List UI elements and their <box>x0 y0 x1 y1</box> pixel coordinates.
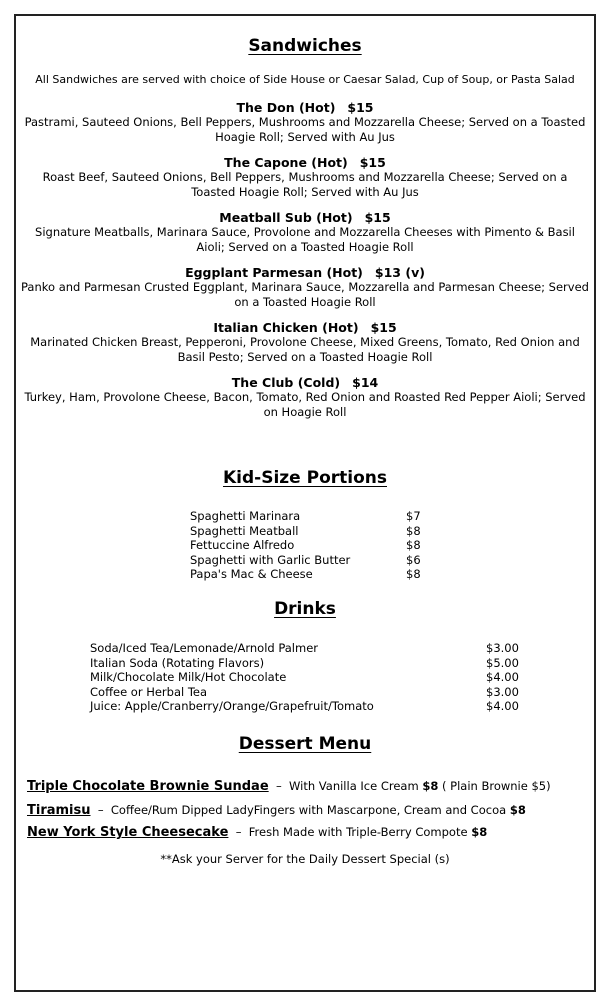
sandwiches-section <box>16 36 594 419</box>
dessert-extra: ( Plain Brownie $5) <box>442 779 551 793</box>
kids-item-name: Spaghetti with Garlic Butter <box>190 552 351 567</box>
dessert-price: $8 <box>422 779 439 793</box>
dessert-description: Coffee/Rum Dipped LadyFingers with Mascarpone, Cream and Cocoa <box>110 803 507 817</box>
dessert-separator: – <box>235 825 242 839</box>
kids-title: Kid-Size Portions <box>222 468 387 488</box>
drink-price: $5.00 <box>486 655 519 670</box>
dessert-description: With Vanilla Ice Cream <box>289 779 419 793</box>
drink-item <box>90 670 550 685</box>
sandwich-heading <box>16 265 594 280</box>
sandwich-description: Pastrami, Sauteed Onions, Bell Peppers, Mushrooms and Mozzarella Cheese; Served on a Toasted Hoagie Roll; Served with Au Jus <box>24 115 586 144</box>
drink-name: Coffee or Herbal Tea <box>90 684 208 699</box>
sandwich-heading <box>16 210 594 225</box>
dessert-name: New York Style Cheesecake <box>27 825 229 840</box>
drink-price: $4.00 <box>486 670 519 684</box>
sandwich-name: The Club (Cold) <box>231 375 341 390</box>
sandwich-price: $15 <box>359 155 386 170</box>
sandwich-description: Signature Meatballs, Marinara Sauce, Provolone and Mozzarella Cheeses with Pimento & Basil Aioli; Served on a Toasted Hoagie Roll <box>35 225 575 254</box>
dessert-separator: – <box>275 779 282 793</box>
sandwich-name: The Capone (Hot) <box>224 155 348 170</box>
sandwich-name: Italian Chicken (Hot) <box>213 320 359 335</box>
dessert-price: $8 <box>509 803 526 817</box>
sandwich-heading <box>16 375 594 390</box>
drinks-title: Drinks <box>274 599 336 619</box>
dessert-special-note: **Ask your Server for the Daily Dessert Special (s) <box>160 852 450 866</box>
drinks-list <box>90 641 550 714</box>
dessert-price: $8 <box>471 825 488 839</box>
sandwiches-title: Sandwiches <box>248 36 362 56</box>
desserts-title: Dessert Menu <box>238 734 372 754</box>
drink-price: $4.00 <box>486 699 519 713</box>
drink-name: Milk/Chocolate Milk/Hot Chocolate <box>90 670 287 684</box>
drink-item <box>90 656 550 671</box>
dessert-item <box>27 825 589 840</box>
kids-item <box>190 553 430 568</box>
drink-item <box>90 641 550 656</box>
sandwich-name: The Don (Hot) <box>236 100 336 115</box>
kids-item-name: Papa's Mac & Cheese <box>190 567 313 581</box>
sandwiches-note: All Sandwiches are served with choice of Side House or Caesar Salad, Cup of Soup, or Pasta Salad <box>35 73 575 86</box>
kids-item-price: $6 <box>406 552 421 567</box>
sandwich-item <box>16 155 594 199</box>
kids-item-name: Fettuccine Alfredo <box>190 538 295 552</box>
dessert-name: Triple Chocolate Brownie Sundae <box>27 779 269 794</box>
desserts-section <box>16 734 594 754</box>
menu-page <box>16 16 594 990</box>
kids-item <box>190 567 430 582</box>
sandwich-heading <box>16 100 594 115</box>
dessert-item <box>27 779 589 794</box>
sandwich-price: $15 <box>364 210 391 225</box>
kids-item <box>190 509 430 524</box>
drink-name: Juice: Apple/Cranberry/Orange/Grapefruit/Tomato <box>90 699 374 713</box>
drink-price: $3.00 <box>486 684 519 699</box>
sandwich-heading <box>16 320 594 335</box>
kids-section <box>16 468 594 488</box>
sandwich-price: $15 <box>370 320 397 335</box>
sandwich-item <box>16 100 594 144</box>
sandwich-heading <box>16 155 594 170</box>
drink-name: Soda/Iced Tea/Lemonade/Arnold Palmer <box>90 641 319 655</box>
sandwich-price: $13 (v) <box>374 265 425 280</box>
sandwich-description: Marinated Chicken Breast, Pepperoni, Provolone Cheese, Mixed Greens, Tomato, Red Onion and Basil Pesto; Served on a Toasted Hoagie Roll <box>30 335 580 364</box>
sandwich-item <box>16 265 594 309</box>
dessert-note-wrap <box>16 852 594 866</box>
dessert-name: Tiramisu <box>27 803 91 818</box>
kids-item-price: $7 <box>406 509 421 523</box>
kids-item-name: Spaghetti Marinara <box>190 509 301 523</box>
sandwich-item <box>16 375 594 419</box>
dessert-separator: – <box>97 803 104 817</box>
sandwich-item <box>16 210 594 254</box>
sandwich-price: $15 <box>347 100 374 115</box>
drink-price: $3.00 <box>486 641 519 655</box>
drink-item <box>90 685 550 700</box>
drink-item <box>90 699 550 714</box>
drink-name: Italian Soda (Rotating Flavors) <box>90 655 265 670</box>
sandwich-name: Eggplant Parmesan (Hot) <box>185 265 363 280</box>
kids-item-price: $8 <box>406 567 421 581</box>
dessert-list <box>27 779 589 840</box>
sandwich-description: Turkey, Ham, Provolone Cheese, Bacon, Tomato, Red Onion and Roasted Red Pepper Aioli; Served on Hoagie Roll <box>24 390 586 419</box>
sandwich-name: Meatball Sub (Hot) <box>219 210 353 225</box>
kids-item <box>190 538 430 553</box>
sandwich-description: Panko and Parmesan Crusted Eggplant, Marinara Sauce, Mozzarella and Parmesan Cheese; Served on a Toasted Hoagie Roll <box>21 280 589 309</box>
sandwich-price: $14 <box>352 375 379 390</box>
dessert-item <box>27 803 589 818</box>
kids-item-name: Spaghetti Meatball <box>190 523 299 538</box>
sandwich-item <box>16 320 594 364</box>
sandwich-description: Roast Beef, Sauteed Onions, Bell Peppers, Mushrooms and Mozzarella Cheese; Served on a Toasted Hoagie Roll; Served with Au Jus <box>42 170 568 199</box>
dessert-description: Fresh Made with Triple-Berry Compote <box>248 825 468 839</box>
kids-item <box>190 524 430 539</box>
kids-item-price: $8 <box>406 523 421 538</box>
drinks-section <box>16 599 594 619</box>
kids-item-price: $8 <box>406 538 421 552</box>
kids-list <box>190 509 430 582</box>
